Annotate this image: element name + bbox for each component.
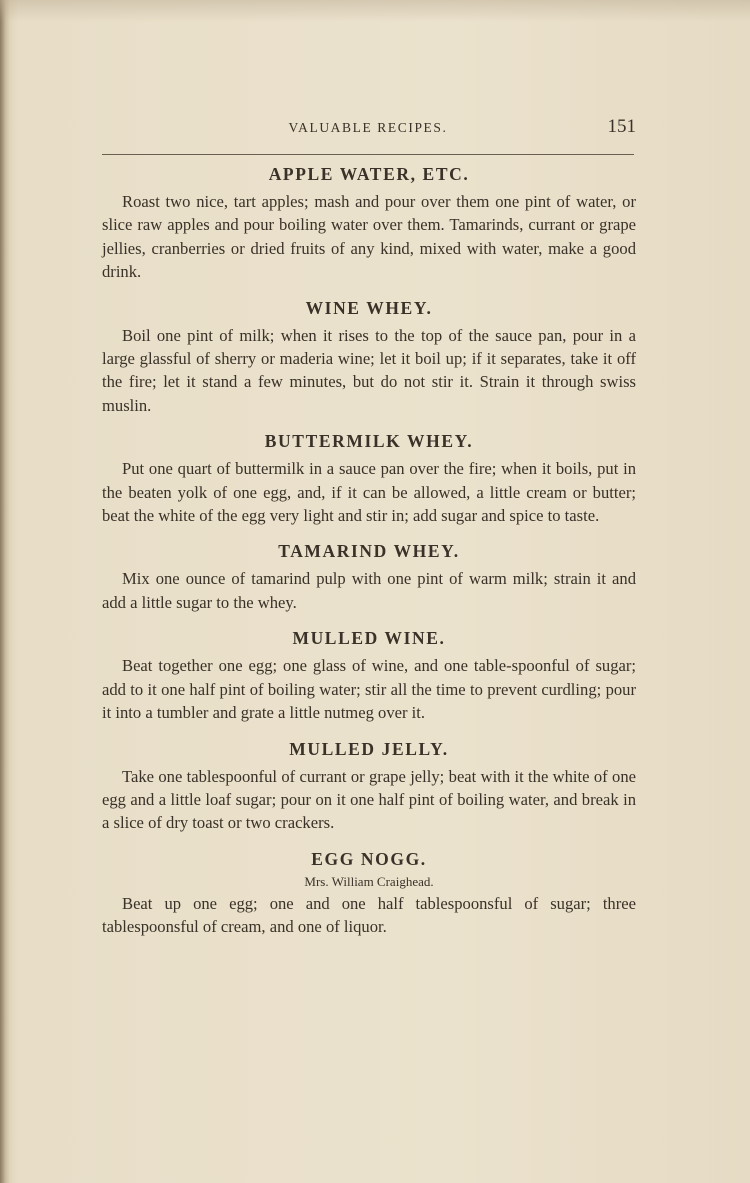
recipe-apple-water <box>102 162 636 284</box>
recipe-title: APPLE WATER, ETC. <box>268 164 470 184</box>
recipe-title: MULLED WINE. <box>292 628 446 649</box>
recipe-body: Roast two nice, tart apples; mash and pour over them one pint of water, or slice raw apples and pour boiling water over them. Tamarinds, currant or grape jellies, cranberries or dried fruits of any kind, mixed with water, make a good drink. <box>102 192 636 282</box>
recipe-body: Mix one ounce of tamarind pulp with one pint of warm milk; strain it and add a little sugar to the whey. <box>102 569 636 612</box>
recipe-title: BUTTERMILK WHEY. <box>264 431 474 452</box>
top-edge-shadow <box>0 0 750 22</box>
recipe-attribution: Mrs. William Craighead. <box>304 873 434 889</box>
recipe-body: Beat together one egg; one glass of wine, and one table-spoonful of sugar; add to it one half pint of boiling water; stir all the time to prevent curdling; pour it into a tumbler and grate a little nutmeg over it. <box>102 656 636 723</box>
recipe-buttermilk-whey <box>102 429 636 527</box>
recipe-body: Take one tablespoonful of currant or grape jelly; beat with it the white of one egg and a little loaf sugar; pour on it one half pint of boiling water, and break in a slice of dry toast or two crackers. <box>102 766 636 833</box>
recipe-title: EGG NOGG. <box>311 848 427 869</box>
recipe-wine-whey <box>102 296 636 418</box>
recipe-body: Boil one pint of milk; when it rises to the top of the sauce pan, pour in a large glassful of sherry or maderia wine; let it boil up; if it separates, take it off the fire; let it stand a few minutes, but do not stir it. Strain it through swiss muslin. <box>102 325 636 415</box>
running-head-title: VALUABLE RECIPES. <box>288 120 448 135</box>
recipe-mulled-wine <box>102 626 636 724</box>
recipe-title: MULLED JELLY. <box>289 738 449 759</box>
recipe-title: WINE WHEY. <box>305 297 433 318</box>
running-head <box>100 116 636 142</box>
recipe-title: TAMARIND WHEY. <box>278 541 460 562</box>
recipe-body: Beat up one egg; one and one half tablespoonsful of sugar; three tablespoonsful of cream, and one of liquor. <box>102 893 636 937</box>
recipe-mulled-jelly <box>102 737 636 835</box>
page-number: 151 <box>607 116 636 137</box>
header-rule <box>102 154 634 155</box>
recipe-tamarind-whey <box>102 539 636 614</box>
recipe-list <box>102 162 636 951</box>
recipe-egg-nogg <box>102 847 636 939</box>
recipe-body: Put one quart of buttermilk in a sauce pan over the fire; when it boils, put in the beaten yolk of one egg, and, if it can be allowed, a little cream or butter; beat the white of the egg very light and stir in; add sugar and spice to taste. <box>102 459 636 526</box>
binding-shadow <box>0 0 10 1183</box>
